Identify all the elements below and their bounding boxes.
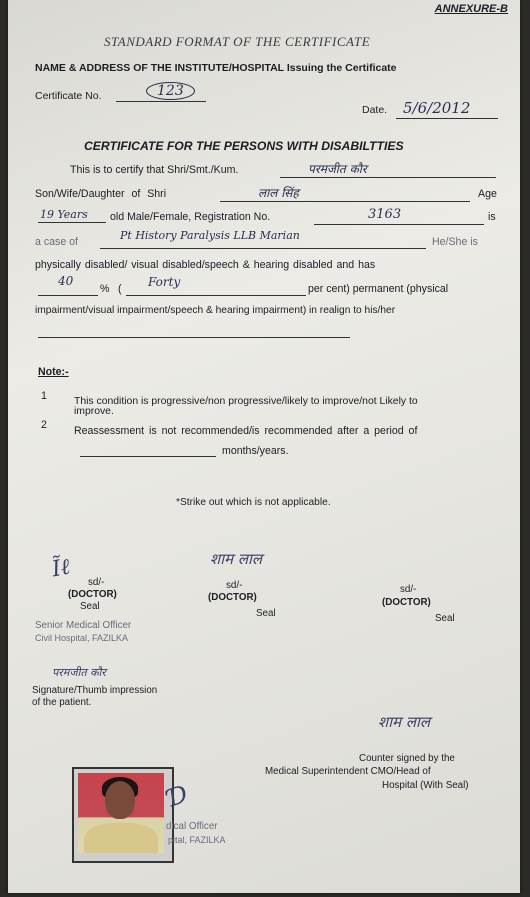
percent-words-value: Forty: [148, 275, 181, 289]
certificate-no-value: 123: [146, 82, 195, 100]
registration-value: 3163: [368, 207, 402, 222]
doctor1-signature: Ĩℓ: [50, 554, 72, 583]
name-line: [280, 177, 496, 178]
he-she-text: He/She is: [432, 236, 478, 248]
patient-signature-label: Signature/Thumb impression: [32, 685, 158, 696]
disability-type-text: physically disabled/ visual disabled/speech & hearing disabled and has: [35, 259, 376, 271]
doctor2-sd: sd/-: [226, 580, 243, 591]
hospital-seal-text: Hospital (With Seal): [382, 780, 469, 791]
percent-sign: %: [100, 283, 110, 295]
certificate-document: [8, 0, 520, 893]
doctor1-sd: sd/-: [88, 577, 105, 588]
open-paren: (: [118, 283, 122, 295]
note-item-number: 1: [41, 390, 47, 402]
percent-value: 40: [58, 274, 74, 288]
doctor1-seal: Seal: [80, 601, 100, 612]
registration-line: [314, 224, 484, 225]
is-text: is: [488, 211, 496, 223]
percent-line: [38, 295, 98, 296]
period-line: [80, 456, 216, 457]
doctor2-role: (DOCTOR): [208, 592, 257, 603]
note-item-text: Reassessment is not recommended/is recommended after a period of: [74, 425, 418, 437]
father-name-line: [220, 201, 470, 202]
note-heading: Note:-: [38, 366, 69, 378]
months-years-text: months/years.: [222, 445, 289, 457]
age-value: 19 Years: [40, 208, 88, 221]
doctor3-role: (DOCTOR): [382, 597, 431, 608]
patient-signature: परमजीत कौर: [52, 666, 106, 679]
father-name-value: लाल सिंह: [258, 186, 299, 200]
counter-signature: शाम लाल: [378, 713, 431, 731]
patient-signature-label-cont: of the patient.: [32, 697, 92, 708]
diagnosis-value: Pt History Paralysis LLB Marian: [120, 229, 300, 242]
note-item-number: 2: [41, 419, 47, 431]
patient-photo: [72, 767, 174, 863]
percent-words-line: [126, 295, 306, 296]
doctor2-seal: Seal: [256, 608, 276, 619]
date-value: 5/6/2012: [403, 99, 471, 117]
annexure-label: ANNEXURE-B: [434, 3, 508, 15]
stamp-fragment-officer: dical Officer: [166, 821, 218, 832]
doctor2-signature: शाम लाल: [210, 550, 263, 568]
impairment-text: impairment/visual impairment/speech & hearing impairment) in realign to his/her: [35, 305, 396, 316]
doctor1-officer: Senior Medical Officer: [35, 620, 132, 631]
certify-text: This is to certify that Shri/Smt./Kum.: [70, 164, 239, 176]
age-label: Age: [478, 188, 497, 200]
case-of-text: a case of: [35, 236, 78, 248]
doctor1-hospital: Civil Hospital, FAZILKA: [35, 633, 129, 643]
registration-text: old Male/Female, Registration No.: [110, 211, 271, 223]
institute-name-address: NAME & ADDRESS OF THE INSTITUTE/HOSPITAL Issuing the Certificate: [35, 62, 397, 74]
certificate-title: CERTIFICATE FOR THE PERSONS WITH DISABILTTIES: [84, 139, 404, 153]
strike-note: *Strike out which is not applicable.: [176, 497, 331, 508]
certificate-no-label: Certificate No.: [35, 90, 102, 102]
certificate-no-line: [116, 101, 206, 102]
date-line: [396, 118, 498, 119]
relation-text: Son/Wife/Daughter of Shri: [35, 188, 167, 200]
patient-name-value: परमजीत कौर: [308, 162, 367, 176]
date-label: Date.: [362, 104, 388, 116]
diagnosis-line: [100, 248, 426, 249]
counter-signed-text: Counter signed by the: [359, 753, 455, 764]
note-item-text-cont: improve.: [74, 406, 114, 417]
doctor3-seal: Seal: [435, 613, 455, 624]
note-item-text: This condition is progressive/non progressive/likely to improve/not Likely to: [74, 396, 418, 407]
blank-line: [38, 337, 350, 338]
officer-signature-near-photo: Ɗ: [164, 779, 192, 813]
medical-superintendent-text: Medical Superintendent CMO/Head of: [265, 766, 431, 777]
patient-photo-image: [78, 773, 164, 853]
standard-format-heading: STANDARD FORMAT OF THE CERTIFICATE: [104, 34, 371, 49]
permanent-text: per cent) permanent (physical: [308, 283, 449, 295]
doctor3-sd: sd/-: [400, 584, 417, 595]
doctor1-role: (DOCTOR): [68, 589, 117, 600]
stamp-fragment-hospital: pital, FAZILKA: [168, 835, 226, 845]
age-line: [38, 222, 106, 223]
